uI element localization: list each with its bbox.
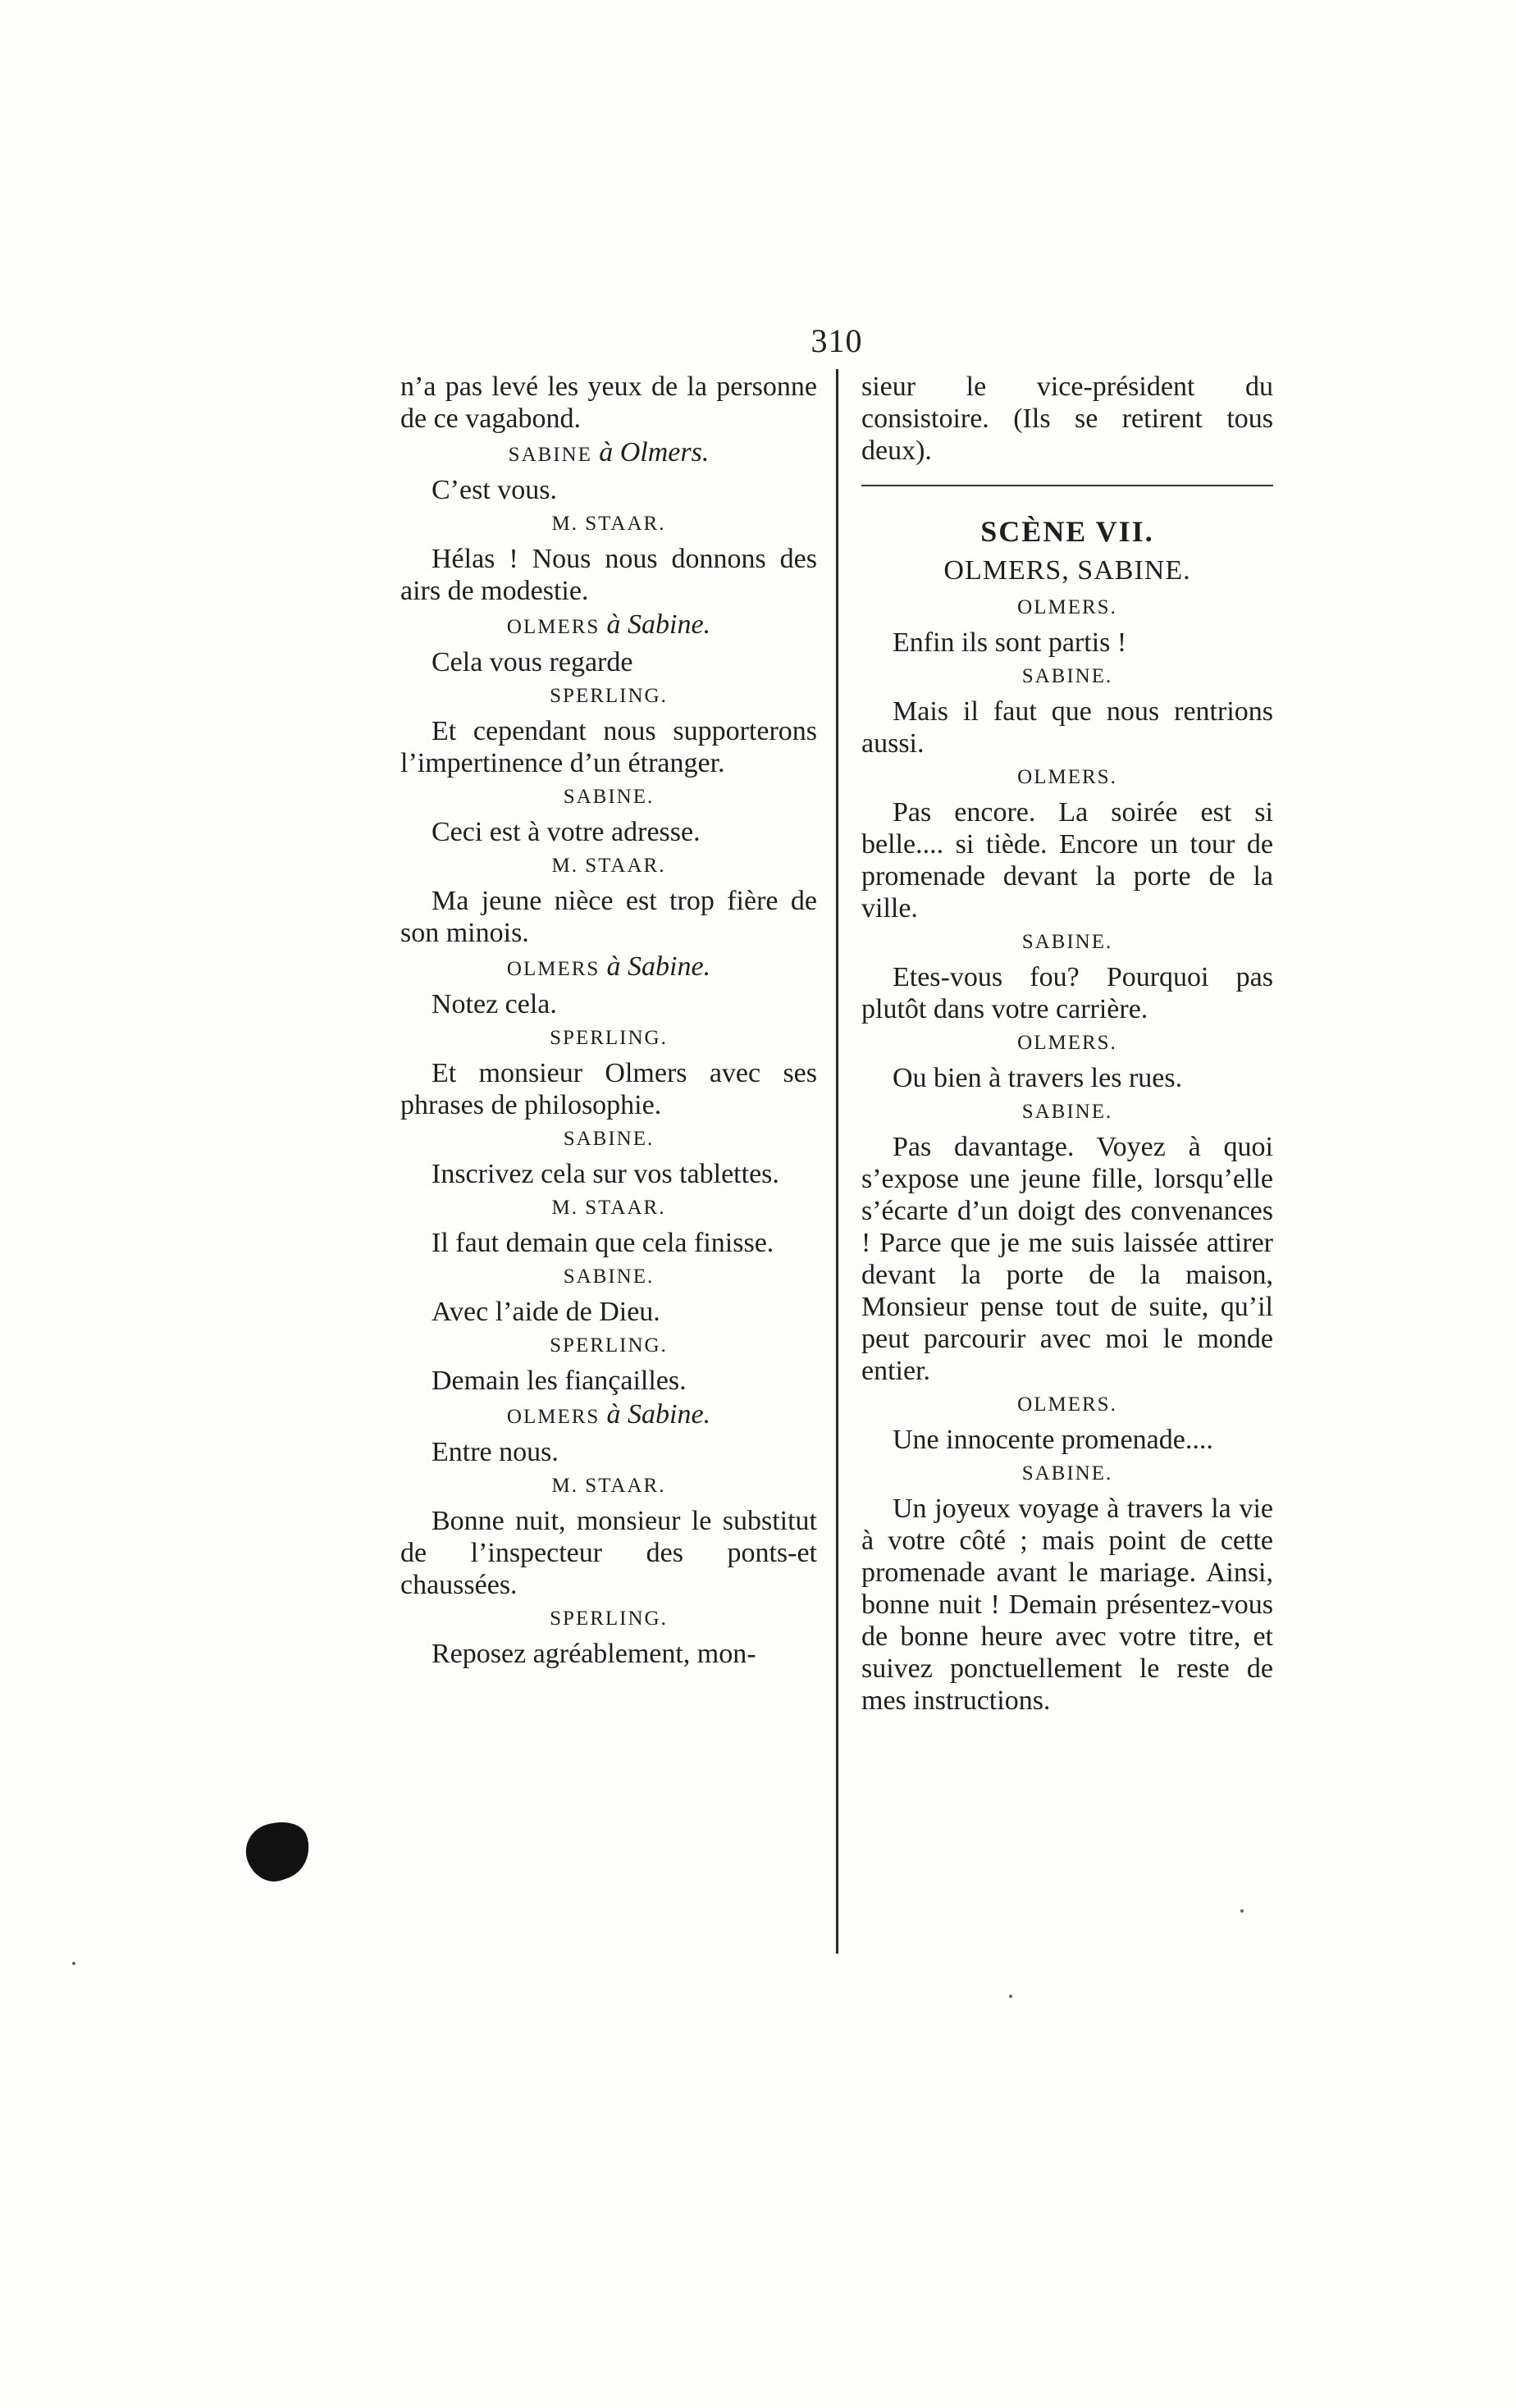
dialogue-line: C’est vous. <box>432 475 557 505</box>
speaker-label: OLMERS <box>506 616 600 638</box>
speaker-label: OLMERS. <box>1017 596 1117 618</box>
dialogue-line: Un joyeux voyage à travers la vie à votre côté ; mais point de cette promenade avant le mariage. Ainsi, bonne nuit ! Demain présentez-vous de bonne heure avec votre titre, et suivez ponctuellement le reste de mes instructions. <box>861 1494 1273 1716</box>
speaker-name <box>400 1024 817 1053</box>
speaker-name <box>861 1459 1273 1489</box>
speaker-label: OLMERS. <box>1017 1393 1117 1416</box>
dialogue-line: Il faut demain que cela finisse. <box>432 1228 774 1258</box>
right-column <box>861 371 1273 1720</box>
speaker-name <box>400 952 817 984</box>
stage-direction: à Sabine. <box>606 1399 711 1430</box>
ink-blot <box>239 1814 317 1889</box>
speaker-name <box>861 1028 1273 1058</box>
dialogue-line: Ceci est à votre adresse. <box>432 817 701 847</box>
speaker-label: SABINE. <box>563 786 655 808</box>
dialogue-line: Bonne nuit, monsieur le substitut de l’inspecteur des ponts-et chaussées. <box>400 1506 817 1600</box>
speaker-label: OLMERS. <box>1017 1032 1117 1054</box>
speaker-label: SPERLING. <box>550 1334 668 1357</box>
speck <box>72 1962 75 1965</box>
scene-title: SCÈNE VII. <box>980 515 1154 548</box>
dialogue-line: Entre nous. <box>432 1437 559 1467</box>
speaker-name <box>400 610 817 642</box>
dialogue-line: Et cependant nous supporterons l’impertinence d’un étranger. <box>400 716 817 778</box>
stage-direction: à Olmers. <box>599 437 710 467</box>
dialogue-line: Notez cela. <box>432 989 557 1019</box>
speaker-label: SABINE. <box>563 1128 655 1150</box>
speaker-label: SABINE. <box>1021 1462 1113 1484</box>
speaker-name <box>400 1400 817 1432</box>
dialogue-line: Pas encore. La soirée est si belle.... si tiède. Encore un tour de promenade devant la porte de la ville. <box>861 797 1273 924</box>
speaker-label: SPERLING. <box>550 685 668 707</box>
speaker-name <box>400 682 817 711</box>
speaker-name <box>400 509 817 539</box>
speaker-label: SABINE. <box>1021 665 1113 687</box>
scene-divider <box>861 485 1273 486</box>
speaker-label: SABINE. <box>563 1266 655 1288</box>
speaker-label: M. STAAR. <box>551 855 666 877</box>
column-divider <box>836 369 838 1954</box>
speaker-name <box>400 1331 817 1361</box>
dialogue-line: Demain les fiançailles. <box>432 1366 687 1396</box>
scene-characters: OLMERS, SABINE. <box>943 555 1191 586</box>
speaker-name <box>861 1097 1273 1127</box>
speaker-name <box>400 1193 817 1223</box>
dialogue-line: Cela vous regarde <box>432 647 633 677</box>
speaker-label: M. STAAR. <box>551 1475 666 1497</box>
speaker-label: SPERLING. <box>550 1608 668 1630</box>
dialogue-line: Ou bien à travers les rues. <box>893 1063 1183 1093</box>
dialogue-line: Inscrivez cela sur vos tablettes. <box>432 1159 779 1189</box>
speaker-label: SPERLING. <box>550 1027 668 1049</box>
speaker-name <box>400 851 817 881</box>
dialogue-line: Etes-vous fou? Pourquoi pas plutôt dans votre carrière. <box>861 962 1273 1024</box>
speaker-label: M. STAAR. <box>551 513 666 535</box>
speaker-label: OLMERS. <box>1017 766 1117 788</box>
speaker-label: M. STAAR. <box>551 1197 666 1219</box>
page-number: 310 <box>811 322 863 359</box>
speck <box>1240 1909 1244 1913</box>
dialogue-line: Ma jeune nièce est trop fière de son minois. <box>400 886 817 948</box>
speaker-name <box>400 438 817 470</box>
stage-direction: à Sabine. <box>606 609 711 640</box>
speaker-name <box>861 593 1273 623</box>
dialogue-line: Reposez agréablement, mon- <box>432 1639 756 1669</box>
speaker-name <box>400 1471 817 1501</box>
speaker-label: SABINE. <box>1021 1101 1113 1123</box>
dialogue-line: Hélas ! Nous nous donnons des airs de modestie. <box>400 544 817 606</box>
dialogue-line: Avec l’aide de Dieu. <box>432 1297 660 1327</box>
stage-direction: à Sabine. <box>606 951 711 982</box>
dialogue-line: Pas davantage. Voyez à quoi s’expose une jeune fille, lorsqu’elle s’écarte d’un doigt des convenances ! Parce que je me suis laissée attirer devant la porte de la maison, Monsieur pense tout de suite, qu’il peut parcourir avec moi le monde entier. <box>861 1132 1273 1386</box>
left-column <box>400 371 817 1673</box>
speaker-name <box>861 763 1273 792</box>
speaker-name <box>861 1390 1273 1420</box>
speaker-label: SABINE. <box>1021 931 1113 953</box>
speaker-name <box>861 928 1273 957</box>
speaker-label: SABINE <box>508 444 592 466</box>
speaker-name <box>400 1124 817 1154</box>
speaker-label: OLMERS <box>506 1406 600 1428</box>
dialogue-line: n’a pas levé les yeux de la personne de ce vagabond. <box>400 372 817 434</box>
dialogue-line: Et monsieur Olmers avec ses phrases de philosophie. <box>400 1058 817 1120</box>
speck <box>1009 1995 1012 1998</box>
dialogue-line: Enfin ils sont partis ! <box>893 627 1127 658</box>
dialogue-line: Mais il faut que nous rentrions aussi. <box>861 696 1273 759</box>
speaker-name <box>400 1262 817 1292</box>
dialogue-line: Une innocente promenade.... <box>893 1425 1213 1455</box>
speaker-name <box>400 782 817 812</box>
speaker-name <box>861 662 1273 691</box>
speaker-label: OLMERS <box>506 958 600 980</box>
dialogue-line: sieur le vice-président du consistoire. (Ils se retirent tous deux). <box>861 372 1273 466</box>
speaker-name <box>400 1604 817 1634</box>
